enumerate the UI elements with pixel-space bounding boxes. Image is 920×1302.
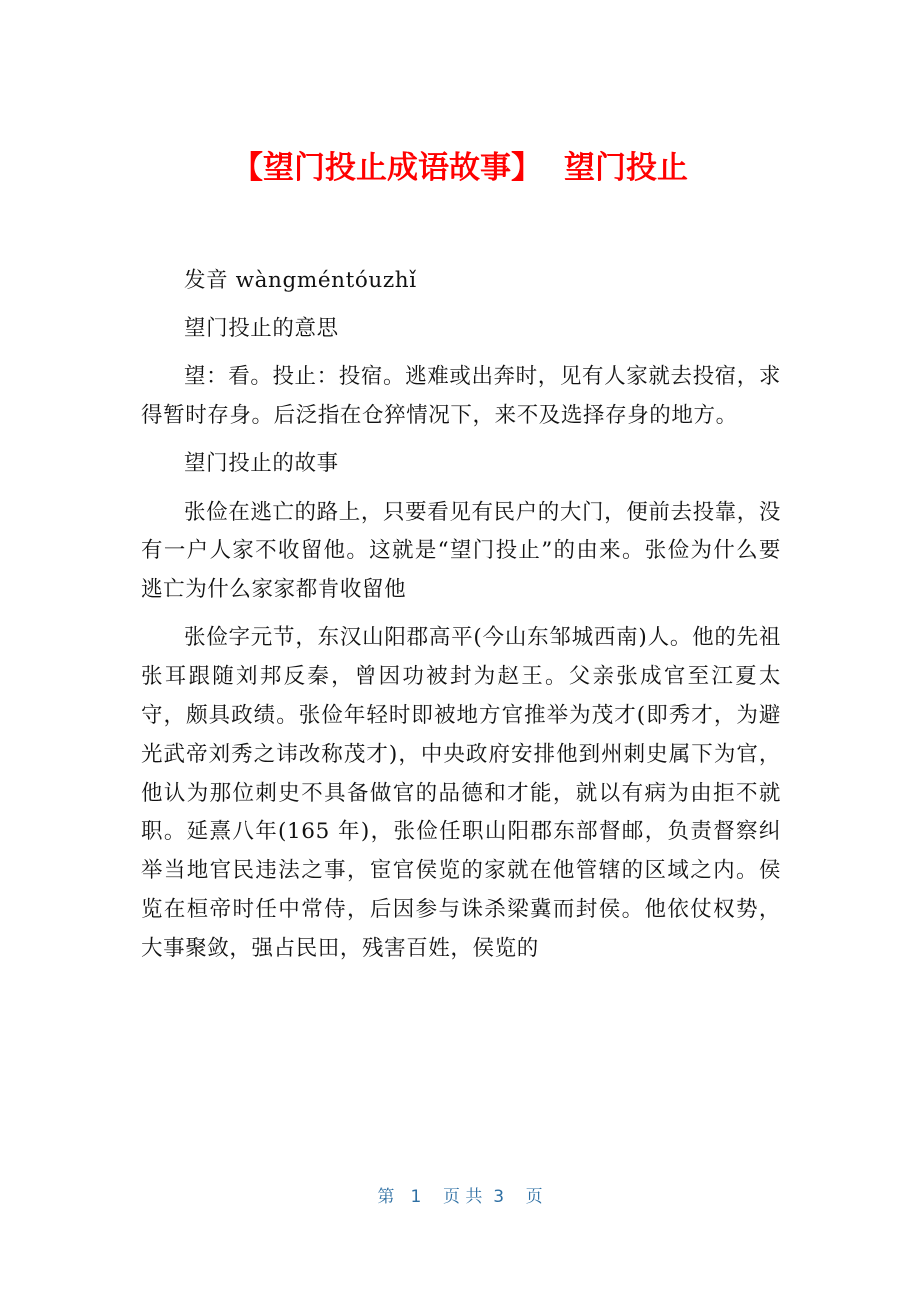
- title-sub: 望门投止: [564, 150, 688, 186]
- paragraph-story-intro: 张俭在逃亡的路上，只要看见有民户的大门，便前去投靠，没有一户人家不收留他。这就是“望门投止”的由来。张俭为什么要逃亡为什么家家都肯收留他: [141, 499, 781, 603]
- paragraph-pronunciation: 发音 wàngméntóuzhǐ: [184, 268, 417, 293]
- document-title: [0, 146, 920, 190]
- heading-meaning: 望门投止的意思: [184, 316, 339, 342]
- page-footer: 第 1 页 共 3 页: [377, 1187, 543, 1207]
- document-body: [141, 262, 781, 969]
- heading-story: 望门投止的故事: [184, 451, 339, 477]
- paragraph-story-detail: 张俭字元节，东汉山阳郡高平(今山东邹城西南)人。他的先祖张耳跟随刘邦反秦，曾因功被封为赵王。父亲张成官至江夏太守，颇具政绩。张俭年轻时即被地方官推举为茂才(即秀才，为避光武帝刘秀之讳改称茂才)，中央政府安排他到州刺史属下为官，他认为那位刺史不具备做官的品德和才能，就以有病为由拒不就职。延熹八年(165 年)，张俭任职山阳郡东部督邮，负责督察纠举当地官民违法之事，宦官侯览的家就在他管辖的区域之内。侯览在桓帝时任中常侍，后因参与诛杀梁冀而封侯。他依仗权势，大事聚敛，强占民田，残害百姓，侯览的: [141, 625, 781, 961]
- title-main: 【望门投止成语故事】: [232, 150, 542, 186]
- paragraph-meaning: 望：看。投止：投宿。逃难或出奔时，见有人家就去投宿，求得暂时存身。后泛指在仓猝情况下，来不及选择存身的地方。: [141, 364, 781, 429]
